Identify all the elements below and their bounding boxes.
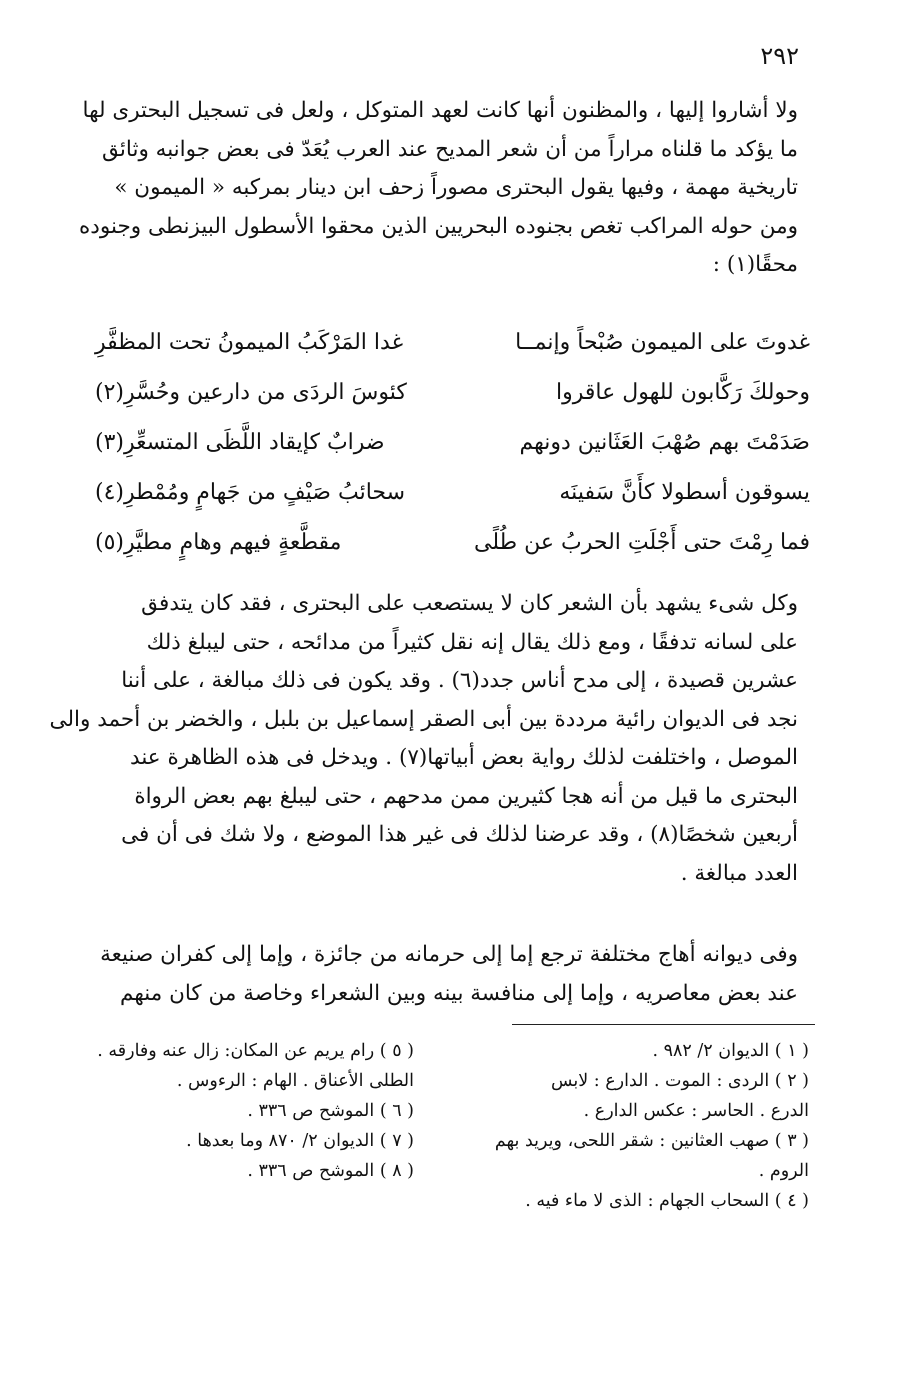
text-line: عشرين قصيدة ، إلى مدح أناس جدد(٦) . وقد يكون فى ذلك مبالغة ، على أننا [121,668,798,693]
text-line: على لسانه تدفقًا ، ومع ذلك يقال إنه نقل كثيراً من مدائحه ، حتى ليبلغ ذلك [146,629,798,655]
text-line: محقًا(١) : [712,252,798,277]
verse-first-hemistich: وحولكَ رَكَّابون للهول عاقروا [556,380,810,405]
verse-second-hemistich: غدا المَرْكَبُ الميمونُ تحت المظفَّرِ [95,330,404,355]
footnote: ( ٨ ) الموشح ص ٣٣٦ . [247,1161,414,1181]
footnotes-right-column [479,1036,809,1216]
footnote: ( ٦ ) الموشح ص ٣٣٦ . [247,1101,414,1121]
verse-4 [95,468,810,518]
verse-first-hemistich: فما رِمْتَ حتى أَجْلَتِ الحربُ عن طُلًى [474,530,810,555]
verse-second-hemistich: ضرابٌ كإيقاد اللَّظَى المتسعِّرِ(٣) [95,430,385,455]
text-line: وفى ديوانه أهاج مختلفة ترجع إما إلى حرمانه من جائزة ، وإما إلى كفران صنيعة [100,942,798,967]
poem-verses [95,318,810,568]
footnotes-left-column [84,1036,414,1186]
verse-first-hemistich: غدوتَ على الميمون صُبْحاً وإنمــا [515,330,810,355]
paragraph-2 [49,585,798,893]
paragraph-3 [92,936,798,1013]
footnote: ( ٥ ) رام يريم عن المكان: زال عنه وفارقه . [97,1041,414,1061]
verse-second-hemistich: سحائبُ صَيْفٍ من جَهامٍ ومُمْطرِ(٤) [95,480,406,505]
footnote: الدرع . الحاسر : عكس الدارع . [583,1101,809,1121]
text-line: العدد مبالغة . [680,860,798,886]
text-line: البحترى ما قيل من أنه هجا كثيرين ممن مدحهم ، حتى ليبلغ بهم بعض الرواة [134,783,798,809]
verse-second-hemistich: مقطَّعةٍ فيهم وهامٍ مطيَّرِ(٥) [95,530,342,555]
footnote: الروم . [758,1161,809,1181]
verse-1 [95,318,810,368]
footnote: ( ٤ ) السحاب الجهام : الذى لا ماء فيه . [525,1191,809,1211]
verse-5 [95,518,810,568]
text-line: أربعين شخصًا(٨) ، وقد عرضنا لذلك فى غير هذا الموضع ، ولا شك فى أن فى [121,822,798,847]
text-line: عند بعض معاصريه ، وإما إلى منافسة بينه وبين الشعراء وخاصة من كان منهم [120,980,798,1006]
text-line: ولا أشاروا إليها ، والمظنون أنها كانت لعهد المتوكل ، ولعل فى تسجيل البحترى لها [82,98,798,123]
text-line: نجد فى الديوان رائية مرددة بين أبى الصقر إسماعيل بن بلبل ، والخضر بن أحمد والى [49,706,798,732]
verse-2 [95,368,810,418]
text-line: الموصل ، واختلفت لذلك رواية بعض أبياتها(٧) . ويدخل فى هذه الظاهرة عند [130,745,798,770]
text-line: ومن حوله المراكب تغص بجنوده البحريين الذين محقوا الأسطول البيزنطى وجنوده [79,213,798,239]
verse-first-hemistich: يسوقون أسطولا كأَنَّ سَفينَه [559,480,810,505]
verse-second-hemistich: كئوسَ الردَى من دارعين وحُسَّرِ(٢) [95,380,407,405]
verse-3 [95,418,810,468]
footnote: ( ٢ ) الردى : الموت . الدارع : لابس [551,1071,809,1091]
page-number: ٢٩٢ [760,42,799,70]
footnote: ( ١ ) الديوان ٢/ ٩٨٢ . [652,1041,809,1061]
text-line: وكل شىء يشهد بأن الشعر كان لا يستصعب على البحترى ، فقد كان يتدفق [141,591,798,616]
paragraph-1 [79,92,798,285]
verse-first-hemistich: صَدَمْتَ بهم صُهْبَ العَثَانين دونهم [519,430,810,455]
footnote-divider [512,1024,815,1025]
footnote: الطلى الأعناق . الهام : الرءوس . [176,1071,414,1091]
text-line: تاريخية مهمة ، وفيها يقول البحترى مصوراً زحف ابن دينار بمركبه « الميمون » [114,175,798,200]
text-line: ما يؤكد ما قلناه مراراً من أن شعر المديح عند العرب يُعَدّ فى بعض جوانبه وثائق [102,136,798,162]
footnote: ( ٣ ) صهب العثانين : شقر اللحى، ويريد بهم [494,1131,809,1151]
footnote: ( ٧ ) الديوان ٢/ ٨٧٠ وما بعدها . [186,1131,414,1151]
